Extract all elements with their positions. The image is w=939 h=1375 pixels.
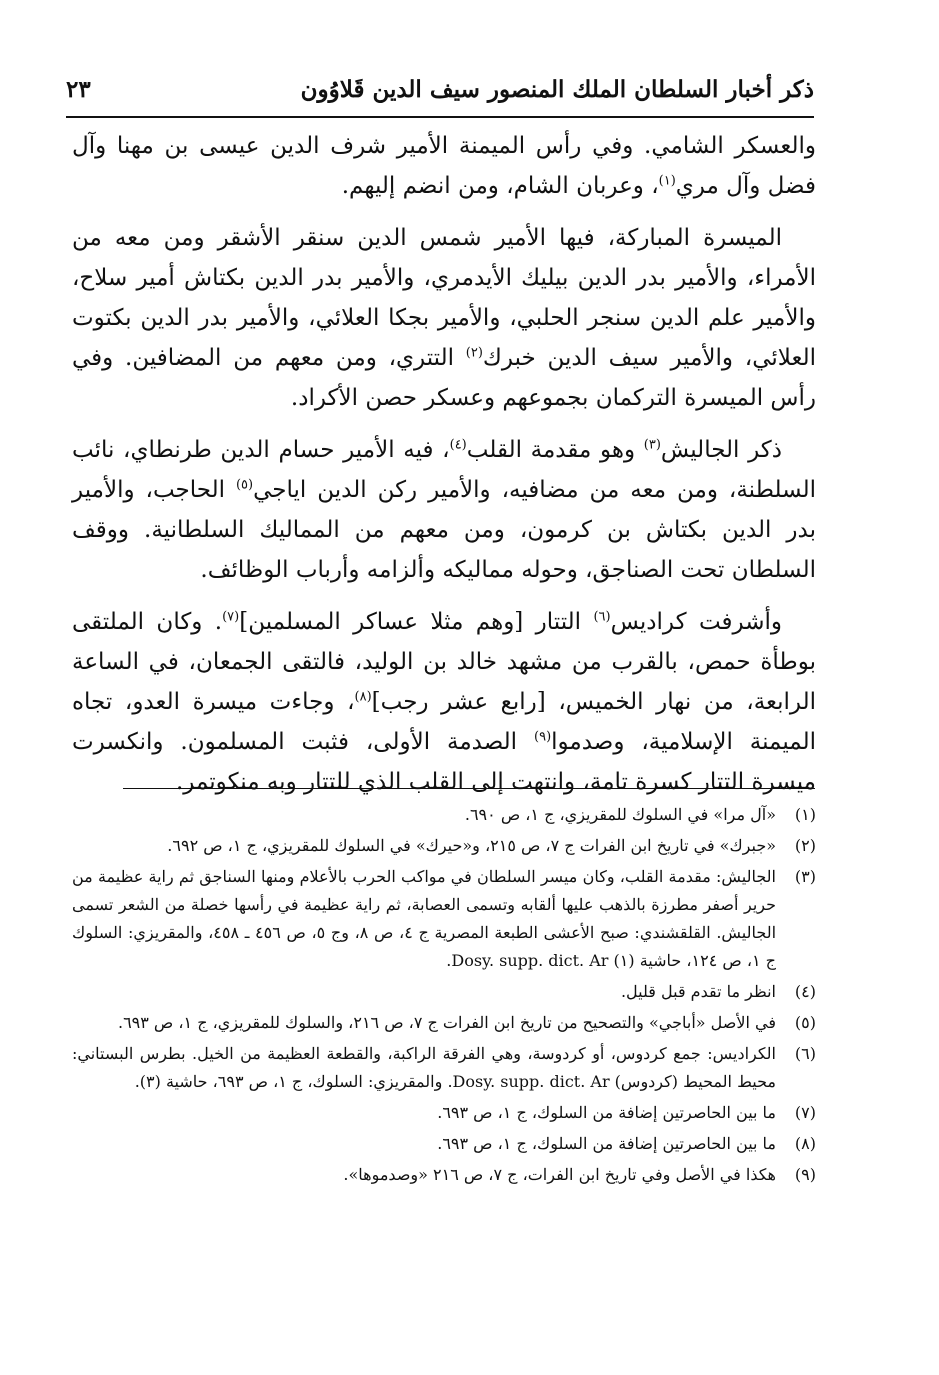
text-run: ، فيه الأمير حسام الدين طرنطاي، نائب السلطنة، ومن معه من مضافيه، والأمير ركن الدين اياجي <box>72 437 816 503</box>
footnote-ref: (٦) <box>593 609 611 625</box>
header-title: ذكر أخبار السلطان الملك المنصور سيف الدين قَلاوُون <box>300 76 814 103</box>
footnote-number: (٨) <box>794 1134 816 1153</box>
footnote-text: «جبرك» في تاريخ ابن الفرات ج ٧، ص ٢١٥، و«حيرك» في السلوك للمقريزي، ج ١، ص ٦٩٢. <box>167 836 776 855</box>
paragraph-2 <box>72 218 816 418</box>
paragraph-4 <box>72 602 816 802</box>
page-number: ٢٣ <box>66 76 91 103</box>
footnote-number: (١) <box>794 805 816 824</box>
footnote-number: (٥) <box>794 1013 816 1032</box>
footnote-item <box>72 1161 816 1189</box>
footnote-number: (٢) <box>794 836 816 855</box>
text-run: الحاجب، والأمير بدر الدين بكتاش بن كرمون، ومن معهم من المماليك السلطانية. ووقف السلطان تحت الصناجق، وحوله مماليكه وألزامه وأرباب الوظائف. <box>72 477 816 583</box>
text-run: ، وعربان الشام، ومن انضم إليهم. <box>341 173 659 199</box>
footnote-item <box>72 832 816 860</box>
footnote-ref: (٢) <box>465 345 483 361</box>
footnote-text: ما بين الحاصرتين إضافة من السلوك، ج ١، ص ٦٩٣. <box>437 1134 776 1153</box>
footnote-ref: (٨) <box>354 689 372 705</box>
footnote-text: انظر ما تقدم قبل قليل. <box>620 982 776 1001</box>
footnote-item <box>72 978 816 1006</box>
footnote-ref: (١) <box>658 173 676 189</box>
footnote-ref: (٣) <box>643 437 661 453</box>
footnotes <box>72 801 816 1192</box>
text-run: وهو مقدمة القلب <box>466 437 644 463</box>
footnote-ref: (٤) <box>449 437 467 453</box>
footnote-ref: (٥) <box>235 477 254 493</box>
text-run: ذكر الجاليش <box>660 437 782 463</box>
footnote-item <box>72 1130 816 1158</box>
footnote-text: «آل مرا» في السلوك للمقريزي، ج ١، ص ٦٩٠. <box>464 805 776 824</box>
text-run: . وكان الملتقى بوطأة حمص، بالقرب من مشهد خالد بن الوليد، فالتقى الجمعان، في الساعة الرابعة، من نهار الخميس، [رابع عشر رجب] <box>72 609 816 715</box>
footnote-number: (٦) <box>794 1044 816 1063</box>
header-rule <box>66 116 814 118</box>
footnote-text: الكراديس: جمع كردوس، أو كردوسة، وهي الفرقة الراكبة، والقطعة العظيمة من الخيل. بطرس البستاني: محيط المحيط (كردوس) Dosy. supp. dict. Ar. والمقريزي: السلوك، ج ١، ص ٦٩٣، حاشية (٣). <box>72 1044 777 1091</box>
footnote-number: (٩) <box>794 1165 816 1184</box>
footnote-number: (٤) <box>794 982 816 1001</box>
footnote-ref: (٩) <box>534 729 552 745</box>
text-run: التتري، ومن معهم من المضافين. وفي رأس الميسرة التركمان بجموعهم وعسكر حصن الأكراد. <box>72 345 816 411</box>
paragraph-3 <box>72 430 816 590</box>
footnote-text: في الأصل «أباجي» والتصحيح من تاريخ ابن الفرات ج ٧، ص ٢١٦، والسلوك للمقريزي، ج ١، ص ٦٩٣. <box>117 1013 776 1032</box>
text-run: ، وجاءت ميسرة العدو، تجاه الميمنة الإسلامية، وصدموا <box>72 689 816 755</box>
paragraph-1 <box>72 126 816 206</box>
footnote-item <box>72 1099 816 1127</box>
footnote-text: ما بين الحاصرتين إضافة من السلوك، ج ١، ص ٦٩٣. <box>437 1103 776 1122</box>
running-header <box>66 76 814 110</box>
footnote-item <box>72 1009 816 1037</box>
text-run: الصدمة الأولى، فثبت المسلمون. وانكسرت ميسرة التتار كسرة تامة، وانتهت إلى القلب الذي للتتار وبه منكوتمر. <box>72 729 816 795</box>
footnote-number: (٣) <box>794 867 816 886</box>
footnote-separator <box>123 788 815 789</box>
footnote-item <box>72 1040 816 1096</box>
footnote-text: الجاليش: مقدمة القلب، وكان ميسر السلطان في مواكب الحرب بالأعلام ومنها السناجق ثم راية عظيمة من حرير أصفر مطرزة بالذهب عليها ألقابه وتسمى العصابة، ثم راية عظيمة في رأسها خصلة من الشعر تسمى الجاليش. القلقشندي: صبح الأعشى الطبعة المصرية ج ٤، ص ٨، وج ٥، ص ٤٥٦ ـ ٤٥٨، والمقريزي: السلوك ج ١، ص ١٢٤، حاشية (١) Dosy. supp. dict. Ar. <box>72 867 777 970</box>
text-run: التتار [وهم مثلا عساكر المسلمين] <box>239 609 594 635</box>
text-run: الميسرة المباركة، فيها الأمير شمس الدين سنقر الأشقر ومن معه من الأمراء، والأمير بدر الدين بيليك الأيدمري، والأمير بدر الدين بكتاش أمير سلاح، والأمير علم الدين سنجر الحلبي، والأمير بجكا العلائي، والأمير بدر الدين بكتوت العلائي، والأمير سيف الدين خبرك <box>72 225 816 371</box>
main-text <box>72 126 816 814</box>
text-run: والعسكر الشامي. وفي رأس الميمنة الأمير شرف الدين عيسى بن مهنا وآل فضل وآل مري <box>72 133 816 199</box>
footnote-text: هكذا في الأصل وفي تاريخ ابن الفرات، ج ٧، ص ٢١٦ «وصدموها». <box>343 1165 776 1184</box>
text-run: وأشرفت كراديس <box>610 609 782 635</box>
footnote-item <box>72 801 816 829</box>
footnote-ref: (٧) <box>222 609 240 625</box>
footnote-item <box>72 863 816 975</box>
footnote-number: (٧) <box>794 1103 816 1122</box>
